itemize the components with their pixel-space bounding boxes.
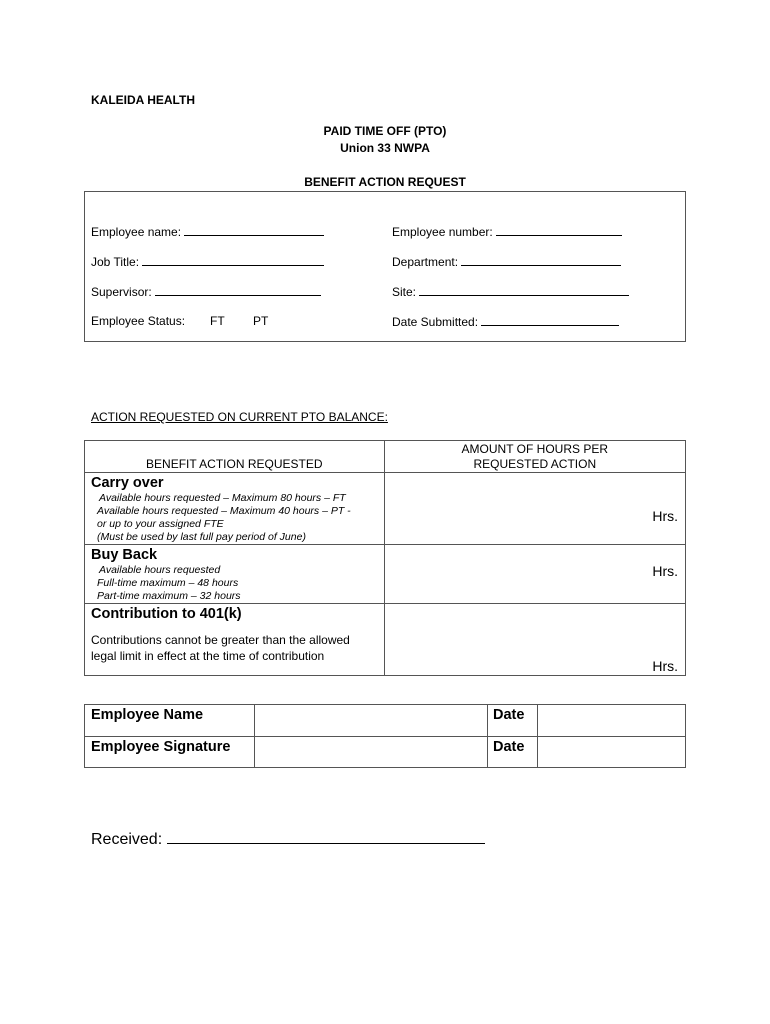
buy-back-hrs-unit: Hrs. [652, 563, 678, 579]
carry-over-line-3: or up to your assigned FTE [97, 518, 224, 530]
col2-header-cell [384, 441, 685, 473]
signature-table [84, 704, 686, 768]
supervisor-line[interactable] [155, 284, 321, 296]
contribution-401k-hours-cell[interactable] [384, 604, 685, 676]
col2-header-line1: AMOUNT OF HOURS PER [461, 442, 609, 456]
carry-over-cell [85, 473, 385, 545]
received-field[interactable] [91, 829, 485, 849]
received-label: Received: [91, 831, 163, 848]
col2-header-line2: REQUESTED ACTION [473, 457, 597, 471]
carry-over-line-1: Available hours requested – Maximum 80 hours – FT [99, 492, 346, 504]
site-line[interactable] [419, 284, 629, 296]
buy-back-row [85, 545, 686, 604]
carry-over-line-2: Available hours requested – Maximum 40 hours – PT - [97, 505, 351, 517]
form-subtitle: Union 33 NWPA [340, 141, 430, 155]
contribution-401k-cell [85, 604, 385, 676]
employee-signature-row [85, 737, 686, 768]
contribution-401k-hrs-unit: Hrs. [652, 658, 678, 674]
contribution-401k-line-1: Contributions cannot be greater than the allowed [91, 633, 350, 647]
buy-back-line-2: Full-time maximum – 48 hours [97, 577, 239, 589]
employee-name-label: Employee name: [91, 225, 182, 239]
employee-signature-label: Employee Signature [91, 739, 231, 755]
form-heading: BENEFIT ACTION REQUEST [304, 175, 466, 189]
col1-header: BENEFIT ACTION REQUESTED [146, 457, 323, 471]
employee-status-label: Employee Status: [91, 314, 186, 328]
carry-over-title: Carry over [91, 475, 164, 491]
received-line[interactable] [167, 829, 485, 844]
employee-name-field[interactable] [91, 224, 324, 239]
supervisor-field[interactable] [91, 284, 321, 299]
job-title-line[interactable] [142, 254, 324, 266]
buy-back-cell [85, 545, 385, 604]
employee-name-label-cell [85, 705, 255, 737]
job-title-label: Job Title: [91, 255, 140, 269]
supervisor-label: Supervisor: [91, 285, 152, 299]
employee-number-field[interactable] [392, 224, 622, 239]
employee-number-line[interactable] [496, 224, 622, 236]
date-entry-cell-1[interactable] [537, 705, 685, 737]
date-label-2: Date [492, 739, 525, 755]
carry-over-hrs-unit: Hrs. [652, 507, 678, 524]
department-field[interactable] [392, 254, 621, 269]
action-table-header-row [85, 441, 686, 473]
carry-over-hours-cell[interactable] [384, 473, 685, 545]
department-label: Department: [392, 255, 459, 269]
buy-back-title: Buy Back [91, 547, 158, 563]
date-label-cell-1 [487, 705, 537, 737]
carry-over-line-4: (Must be used by last full pay period of June) [97, 531, 306, 543]
section-title: ACTION REQUESTED ON CURRENT PTO BALANCE: [91, 410, 388, 424]
action-table [84, 440, 686, 676]
carry-over-row [85, 473, 686, 545]
employee-name-line[interactable] [184, 224, 324, 236]
date-submitted-label: Date Submitted: [392, 315, 479, 329]
buy-back-line-1: Available hours requested [99, 564, 221, 576]
date-entry-cell-2[interactable] [537, 737, 685, 768]
signature-employee-name-label: Employee Name [91, 707, 204, 723]
buy-back-line-3: Part-time maximum – 32 hours [97, 590, 241, 602]
form-title: PAID TIME OFF (PTO) [323, 124, 447, 138]
organization-name: KALEIDA HEALTH [91, 93, 195, 107]
contribution-401k-line-2: legal limit in effect at the time of contribution [91, 649, 325, 663]
employee-signature-label-cell [85, 737, 255, 768]
job-title-field[interactable] [91, 254, 324, 269]
date-submitted-line[interactable] [481, 314, 619, 326]
date-label-cell-2 [487, 737, 537, 768]
status-pt-option[interactable]: PT [253, 314, 269, 328]
date-label-1: Date [492, 707, 525, 723]
contribution-401k-title: Contribution to 401(k) [91, 606, 242, 622]
employee-signature-entry-cell[interactable] [255, 737, 488, 768]
date-submitted-field[interactable] [392, 314, 619, 329]
employee-name-entry-cell[interactable] [255, 705, 488, 737]
employee-number-label: Employee number: [392, 225, 493, 239]
employee-name-row [85, 705, 686, 737]
department-line[interactable] [461, 254, 621, 266]
contribution-401k-row [85, 604, 686, 676]
col1-header-cell [85, 441, 385, 473]
site-field[interactable] [392, 284, 629, 299]
status-ft-option[interactable]: FT [210, 314, 225, 328]
site-label: Site: [392, 285, 417, 299]
buy-back-hours-cell[interactable] [384, 545, 685, 604]
